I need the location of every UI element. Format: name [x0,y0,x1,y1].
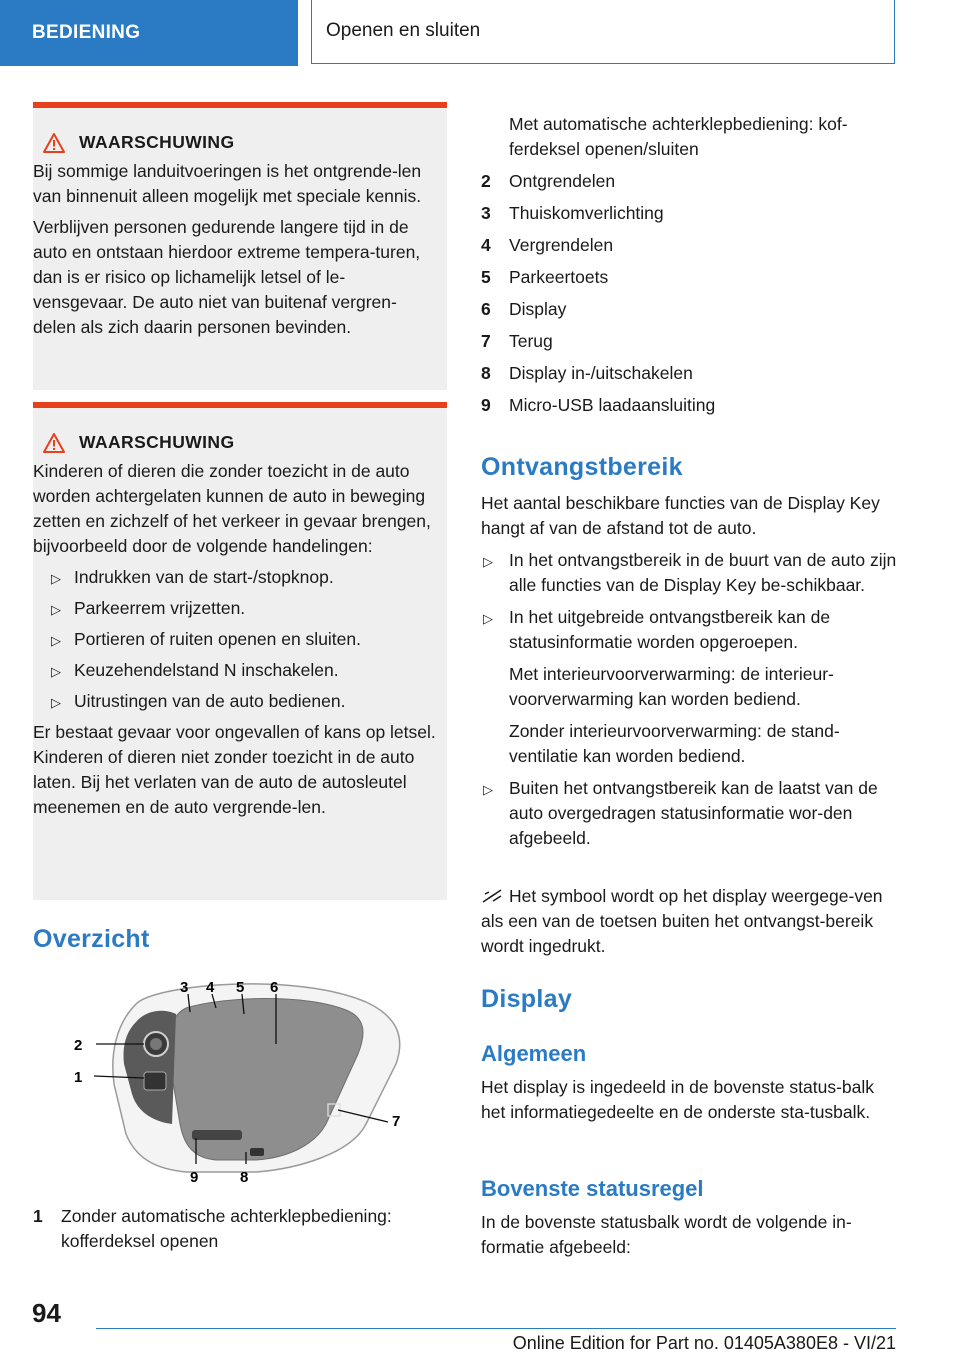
warning-text: Er bestaat gevaar voor ongevallen of kans op letsel. Kinderen of dieren niet zonder toezicht in de auto laten. Bij het verlaten van de auto de autosleutel meenemen en de auto vergrende-len. [33,722,436,817]
heading-ontvangstbereik: Ontvangstbereik [481,453,683,481]
display-key-figure [66,974,412,1186]
footer-edition: Online Edition for Part no. 01405A380E8 - VI/21 [512,1333,896,1353]
page-number: 94 [32,1298,61,1328]
triangle-bullet-icon: ▷ [51,695,61,710]
figure-label: 8 [240,1169,249,1186]
figure-label: 2 [74,1037,83,1054]
list-item: ▷ In het uitgebreide ontvangstbereik kan de statusinformatie worden opgeroepen. [483,607,831,652]
heading-overzicht: Overzicht [33,925,150,953]
triangle-bullet-icon: ▷ [51,664,61,679]
list-item-continuation: Met automatische achterklepbediening: kof-ferdeksel openen/sluiten [509,114,848,159]
warning-text: Bij sommige landuitvoeringen is het ontgrende-len van binnenuit alleen mogelijk met speciale kennis. [33,161,422,206]
triangle-bullet-icon: ▷ [51,571,61,586]
warning-box-1 [33,102,447,390]
ontvangst-list [481,548,901,858]
heading-algemeen: Algemeen [481,1041,587,1066]
chapter-title: Openen en sluiten [311,0,895,64]
list-item: ▷ Uitrustingen van de auto bedienen. [33,689,437,714]
list-item: ▷ Parkeerrem vrijzetten. [33,596,437,621]
triangle-bullet-icon: ▷ [51,602,61,617]
warning-header [33,430,437,455]
warning-text: Verblijven personen gedurende langere tijd in de auto en ontstaan hierdoor extreme tempera-turen, dan is er risico op lichamelijk letsel of le-vensgevaar. De auto niet van buitenaf vergren-delen als zich daarin personen bevinden. [33,217,421,337]
list-item: ▷ In het ontvangstbereik in de buurt van de auto zijn alle functies van de Display Key be-schikbaar. [483,550,897,595]
figure-label: 5 [236,979,245,996]
list-subitem: Met interieurvoorverwarming: de interieur-voorverwarming kan worden bediend. [509,664,834,709]
list-item: ▷ Portieren of ruiten openen en sluiten. [33,627,437,652]
figure-label: 1 [74,1069,83,1086]
warning-title: WAARSCHUWING [79,432,235,452]
triangle-bullet-icon: ▷ [483,611,493,626]
footer-divider [96,1328,896,1329]
figure-label: 4 [206,979,215,996]
figure-label: 3 [180,979,189,996]
list-subitem: Zonder interieurvoorverwarming: de stand-ventilatie kan worden bediend. [509,721,840,766]
warning-triangle-icon [43,433,65,453]
paragraph: Het display is ingedeeld in de bovenste status-balk het informatiegedeelte en de onderste sta-tusbalk. [481,1077,875,1122]
paragraph: In de bovenste statusbalk wordt de volgende in-formatie afgebeeld: [481,1212,852,1257]
list-item: ▷ Keuzehendelstand N inschakelen. [33,658,437,683]
warning-list [33,565,437,714]
figure-label: 7 [392,1113,401,1130]
warning-text: Kinderen of dieren die zonder toezicht in de auto worden achtergelaten kunnen de auto in beweging zetten en zichzelf of het verkeer in gevaar brengen, bijvoorbeeld door de volgende handelingen: [33,461,431,556]
heading-bovenste-statusregel: Bovenste statusregel [481,1176,704,1201]
symbol-paragraph: Het symbool wordt op het display weergege-ven als een van de toetsen buiten het ontvangst-bereik wordt ingedrukt. [481,886,883,956]
triangle-bullet-icon: ▷ [483,782,493,797]
list-item: ▷ Indrukken van de start-/stopknop. [33,565,437,590]
figure-label: 6 [270,979,279,996]
warning-title: WAARSCHUWING [79,132,235,152]
figure-label: 9 [190,1169,199,1186]
paragraph: Het aantal beschikbare functies van de Display Key hangt af van de afstand tot de auto. [481,493,880,538]
warning-header [33,130,437,155]
section-tab: BEDIENING [0,0,298,66]
heading-display: Display [481,985,573,1013]
triangle-bullet-icon: ▷ [483,554,493,569]
warning-box-2 [33,402,447,900]
triangle-bullet-icon: ▷ [51,633,61,648]
list-item: ▷ Buiten het ontvangstbereik kan de laatst van de auto overgedragen statusinformatie wor-den afgebeeld. [483,778,878,848]
warning-triangle-icon [43,133,65,153]
out-of-range-icon [481,888,505,904]
